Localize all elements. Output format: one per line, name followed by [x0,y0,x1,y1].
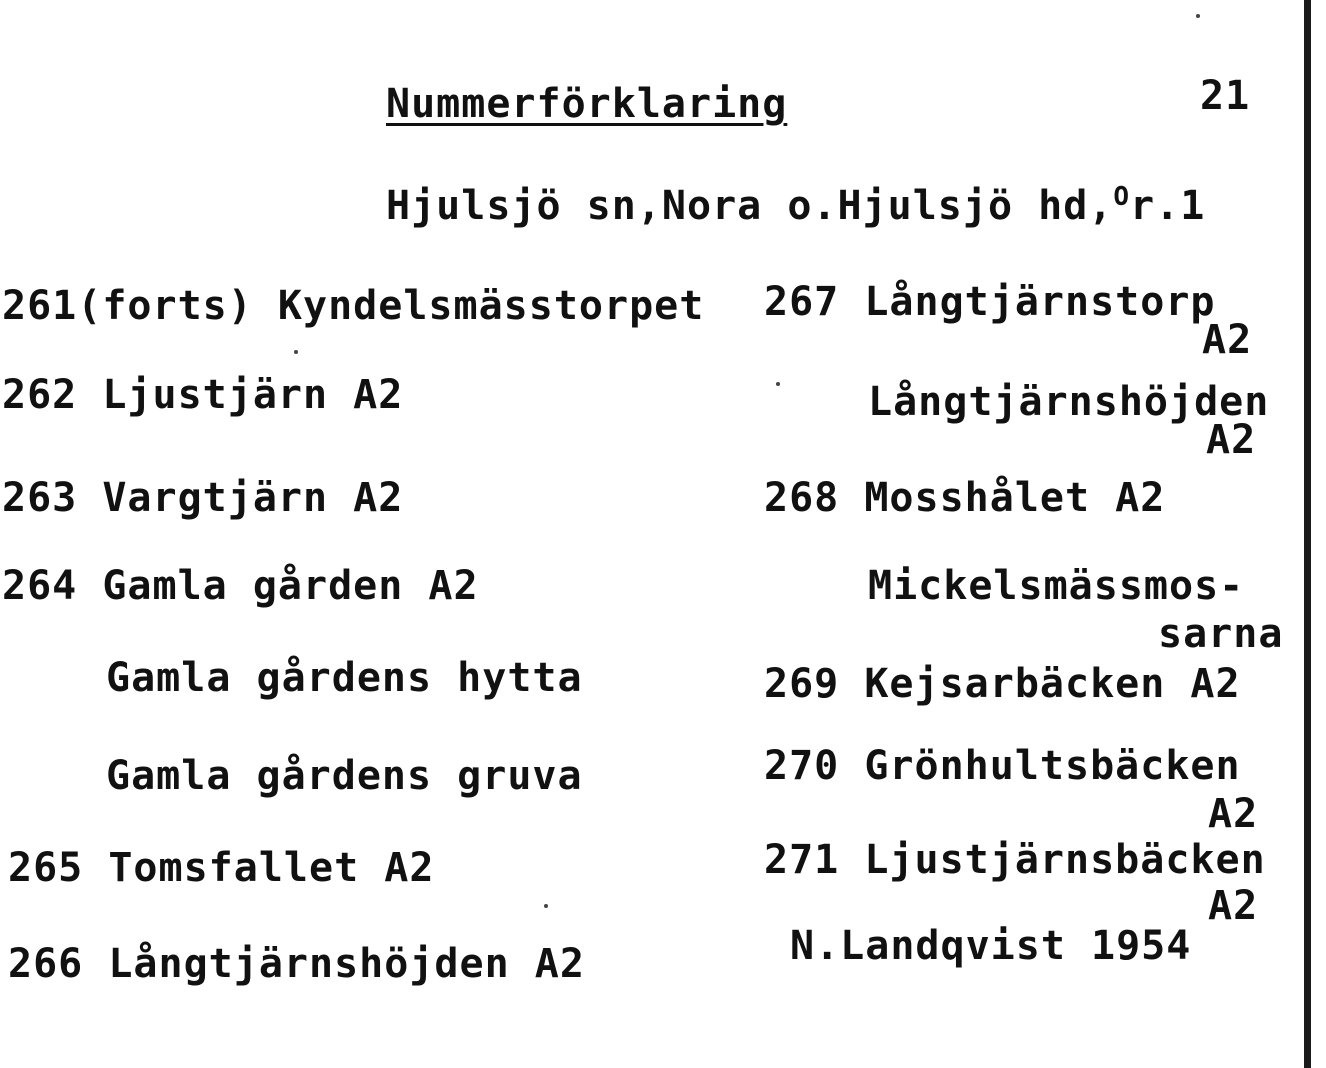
list-item [764,475,1166,521]
list-item [2,563,479,609]
entry-continuation: A2 [1206,417,1257,463]
entry-name: Gamla gården A2 [102,563,479,609]
entry-name: Kyndelsmässtorpet [277,283,705,329]
list-item [868,563,1245,609]
list-item [764,661,1241,707]
entry-number: 267 [764,279,840,325]
list-item [764,837,1266,883]
scan-speck [294,350,298,354]
list-item [764,743,1241,789]
page-edge-line [1304,0,1311,1068]
entry-number: 270 [764,743,840,789]
parish-subtitle-tail: r.1 [1130,183,1206,229]
entry-continuation: sarna [1158,611,1284,657]
entry-name: Långtjärnshöjden [868,379,1270,425]
entry-name: Mosshålet A2 [864,475,1166,521]
entry-continuation: A2 [1202,317,1253,363]
list-item [868,379,1270,425]
list-item [106,753,583,799]
entry-continuation: A2 [1208,791,1259,837]
entry-number: 266 [8,941,84,987]
scan-speck [544,904,548,908]
entry-number: 261(forts) [2,283,253,329]
entry-name: Tomsfallet A2 [108,845,435,891]
page-number: 21 [1200,73,1251,119]
entry-name: Gamla gårdens hytta [106,655,583,701]
entry-number: 265 [8,845,84,891]
entry-name: Kejsarbäcken A2 [864,661,1241,707]
entry-continuation: A2 [1208,883,1259,929]
list-item [8,941,585,987]
scan-speck [1196,14,1200,18]
entry-number: 263 [2,475,78,521]
parish-subtitle [386,182,1206,229]
entry-number: 264 [2,563,78,609]
entry-number: 269 [764,661,840,707]
list-item [8,845,435,891]
entry-name: Långtjärnshöjden A2 [108,941,585,987]
entry-name: Ljustjärnsbäcken [864,837,1266,883]
entry-name: Ljustjärn A2 [102,372,404,418]
list-item [106,655,583,701]
author-signature: N.Landqvist 1954 [790,923,1192,969]
entry-number: 268 [764,475,840,521]
entry-name: Vargtjärn A2 [102,475,404,521]
page-title: Nummerförklaring [386,81,788,127]
list-item [2,372,404,418]
scan-speck [776,382,780,386]
list-item [2,475,404,521]
parish-subtitle-main: Hjulsjö sn,Nora o.Hjulsjö hd, [386,183,1114,229]
list-item [764,279,1216,325]
entry-number: 271 [764,837,840,883]
entry-name: Grönhultsbäcken [864,743,1241,789]
list-item [2,283,705,329]
entry-name: Långtjärnstorp [864,279,1216,325]
entry-number: 262 [2,372,78,418]
parish-subtitle-sup: O [1113,182,1131,212]
entry-name: Mickelsmässmos- [868,563,1245,609]
entry-name: Gamla gårdens gruva [106,753,583,799]
